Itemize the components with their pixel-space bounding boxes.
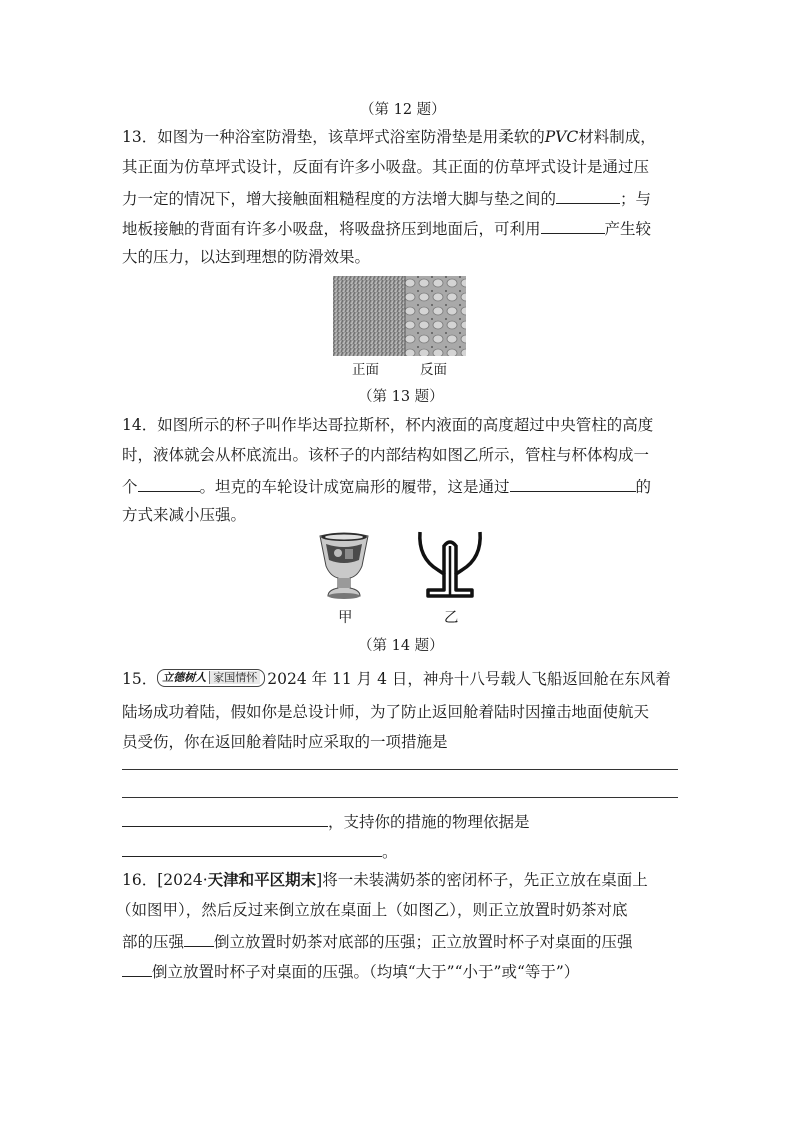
blank-q16-2[interactable] — [122, 960, 152, 977]
q15-line-2: 陆场成功着陆，假如你是总设计师，为了防止返回舱着陆时因撞击地面使航天 — [122, 703, 650, 721]
q13-line-4 — [122, 217, 651, 239]
badge-sub-text: 家国情怀 — [209, 671, 260, 684]
pythagorean-cup-photo — [316, 530, 372, 602]
blank-q14-1[interactable] — [138, 475, 200, 492]
q16-text: 部的压强 — [122, 933, 185, 951]
badge-main-text: 立德树人 — [162, 671, 207, 684]
q16-text: 16．[2024· — [122, 871, 208, 889]
anti-slip-mat-photo — [333, 276, 466, 356]
q15-text: ，支持你的措施的物理依据是 — [328, 813, 530, 831]
q13-text: 13．如图为一种浴室防滑垫，该草坪式浴室防滑垫是用柔软的 — [122, 128, 545, 146]
q15-number: 15． — [122, 670, 158, 688]
q16-text: 倒立放置时奶茶对底部的压强；正立放置时杯子对桌面的压强 — [214, 933, 633, 951]
blank-q14-2[interactable] — [510, 475, 636, 492]
q15-line-6 — [122, 810, 530, 832]
blank-q15-1[interactable] — [122, 810, 328, 827]
cup-cross-section-diagram — [414, 530, 486, 602]
blank-q16-1[interactable] — [184, 930, 214, 947]
q13-text: 材料制成， — [578, 128, 656, 146]
answer-line-2[interactable] — [122, 797, 678, 798]
q13-text: 力一定的情况下，增大接触面粗糙程度的方法增大脚与垫之间的 — [122, 190, 557, 208]
q14-line-4: 方式来减小压强。 — [122, 506, 247, 524]
q13-text: 产生较 — [604, 220, 652, 238]
q13-line-1 — [122, 127, 656, 147]
q16-line-3 — [122, 930, 633, 952]
label-front: 正面 — [352, 362, 379, 378]
q15-line-1 — [122, 669, 671, 689]
q15-text: 2024 年 11 月 4 日，神舟十八号载人飞船返回舱在东风着 — [267, 670, 671, 688]
q14-line-2: 时，液体就会从杯底流出。该杯子的内部结构如图乙所示，管柱与杯体构成一 — [122, 446, 650, 464]
q14-line-1: 14．如图所示的杯子叫作毕达哥拉斯杯，杯内液面的高度超过中央管柱的高度 — [122, 416, 654, 434]
q13-caption: （第 13 题） — [358, 389, 444, 405]
label-yi: 乙 — [444, 610, 459, 626]
q16-line-2: （如图甲），然后反过来倒立放在桌面上（如图乙），则正立放置时奶茶对底 — [116, 901, 628, 919]
answer-line-1[interactable] — [122, 769, 678, 770]
q14-text: 个 — [122, 478, 138, 496]
blank-q13-1[interactable] — [556, 187, 620, 204]
blank-q13-2[interactable] — [541, 217, 605, 234]
blank-q15-2[interactable] — [122, 840, 382, 857]
q14-caption: （第 14 题） — [358, 638, 444, 654]
label-jia: 甲 — [338, 610, 353, 626]
q16-line-1 — [122, 870, 648, 890]
q15-line-3: 员受伤，你在返回舱着陆时应采取的一项措施是 — [122, 733, 448, 751]
q13-line-2: 其正面为仿草坪式设计，反面有许多小吸盘。其正面的仿草坪式设计是通过压 — [122, 158, 650, 176]
q14-text: 的 — [635, 478, 652, 496]
q16-text: 倒立放置时杯子对桌面的压强。（均填“大于”“小于”或“等于”） — [152, 963, 580, 981]
q15-line-7 — [122, 840, 398, 862]
q14-line-3 — [122, 475, 651, 497]
q12-caption: （第 12 题） — [360, 102, 446, 118]
q13-line-3 — [122, 187, 651, 209]
virtue-badge — [157, 669, 265, 687]
q14-text: 。坦克的车轮设计成宽扁形的履带，这是通过 — [199, 478, 510, 496]
q13-line-5: 大的压力，以达到理想的防滑效果。 — [122, 248, 371, 266]
q16-text: ]将一未装满奶茶的密闭杯子，先正立放在桌面上 — [316, 871, 648, 889]
q13-text: ；与 — [620, 190, 652, 208]
q13-text: 地板接触的背面有许多小吸盘，将吸盘挤压到地面后，可利用 — [122, 220, 541, 238]
q16-source: 天津和平区期末 — [207, 870, 317, 889]
q15-text: 。 — [382, 843, 398, 861]
label-back: 反面 — [420, 362, 447, 378]
pvc-text: PVC — [544, 128, 579, 146]
q16-line-4 — [122, 960, 579, 982]
